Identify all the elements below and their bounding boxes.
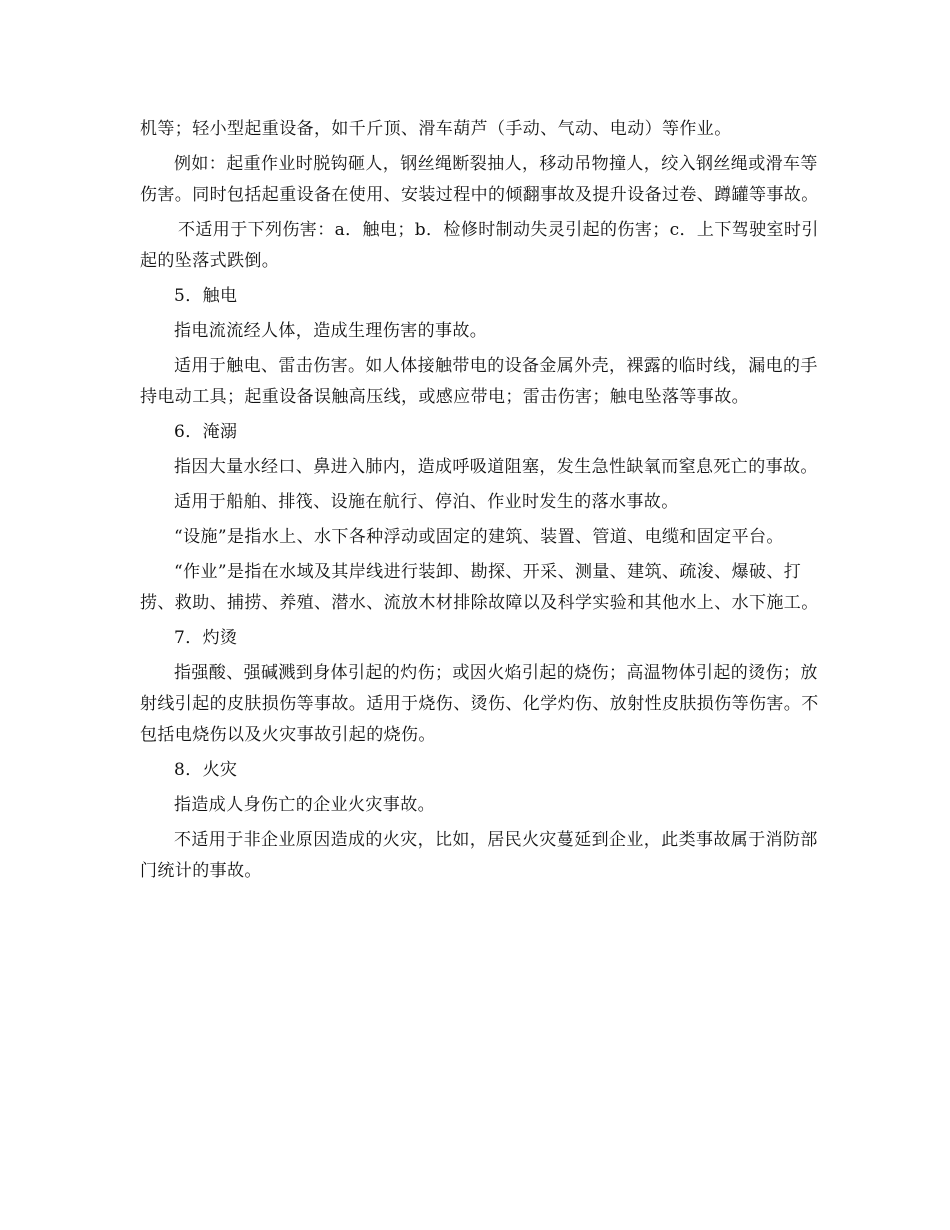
section-heading-drowning: 6．淹溺 bbox=[174, 422, 238, 442]
paragraph-operation-definition: “作业”是指在水域及其岸线进行装卸、勘探、开采、测量、建筑、疏浚、爆破、打捞、救助、捕捞、养殖、潜水、流放木材排除故障以及科学实验和其他水上、水下施工。 bbox=[140, 562, 819, 613]
paragraph-definition: 指因大量水经口、鼻进入肺内，造成呼吸道阻塞，发生急性缺氧而窒息死亡的事故。 bbox=[174, 457, 818, 477]
paragraph-scope: 适用于船舶、排筏、设施在航行、停泊、作业时发生的落水事故。 bbox=[174, 492, 679, 512]
section-heading-burns: 7．灼烫 bbox=[174, 628, 238, 648]
paragraph-example: 例如：起重作业时脱钩砸人，钢丝绳断裂抽人，移动吊物撞人，绞入钢丝绳或滑车等伤害。同时包括起重设备在使用、安装过程中的倾翻事故及提升设备过卷、蹲罐等事故。 bbox=[140, 154, 819, 205]
document-page bbox=[140, 114, 820, 891]
paragraph-exclusions: 不适用于下列伤害：a．触电；b．检修时制动失灵引起的伤害；c．上下驾驶室时引起的坠落式跌倒。 bbox=[140, 220, 819, 271]
paragraph-facility-definition: “设施”是指水上、水下各种浮动或固定的建筑、装置、管道、电缆和固定平台。 bbox=[174, 527, 784, 547]
section-heading-electric-shock: 5．触电 bbox=[174, 286, 238, 306]
paragraph-exclusions: 不适用于非企业原因造成的火灾，比如，居民火灾蔓延到企业，此类事故属于消防部门统计的事故。 bbox=[140, 830, 818, 881]
paragraph-scope: 适用于触电、雷击伤害。如人体接触带电的设备金属外壳，裸露的临时线，漏电的手持电动工具；起重设备误触高压线，或感应带电；雷击伤害；触电坠落等事故。 bbox=[140, 356, 818, 407]
section-heading-fire: 8．火灾 bbox=[174, 760, 238, 780]
paragraph-definition: 指强酸、强碱溅到身体引起的灼伤；或因火焰引起的烧伤；高温物体引起的烫伤；放射线引起的皮肤损伤等事故。适用于烧伤、烫伤、化学灼伤、放射性皮肤损伤等伤害。不包括电烧伤以及火灾事故引起的烧伤。 bbox=[140, 663, 819, 745]
paragraph-definition: 指造成人身伤亡的企业火灾事故。 bbox=[174, 795, 435, 815]
paragraph-definition: 指电流流经人体，造成生理伤害的事故。 bbox=[174, 321, 488, 341]
paragraph-continuation: 机等；轻小型起重设备，如千斤顶、滑车葫芦（手动、气动、电动）等作业。 bbox=[140, 119, 732, 139]
